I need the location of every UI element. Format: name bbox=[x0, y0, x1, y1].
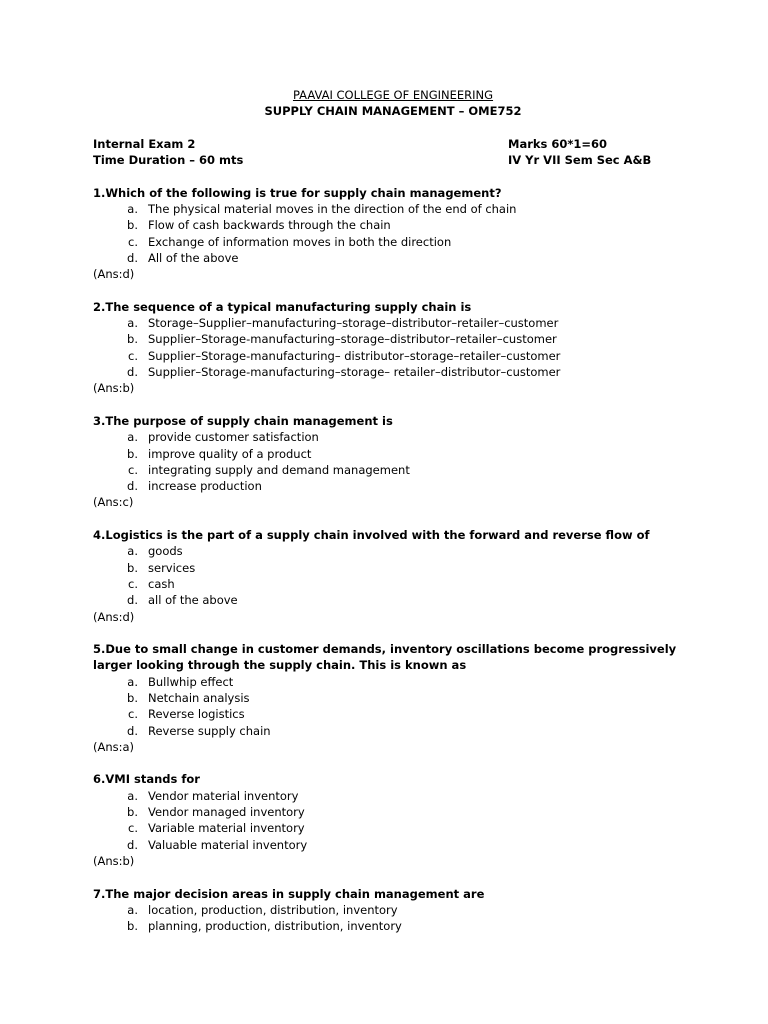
option-row bbox=[93, 820, 693, 836]
answer-key: (Ans:c) bbox=[93, 495, 134, 510]
spacer bbox=[93, 511, 693, 527]
option-letter: c. bbox=[128, 462, 138, 477]
option-text: All of the above bbox=[148, 250, 239, 265]
option-row bbox=[93, 348, 693, 364]
option-row bbox=[93, 462, 693, 478]
option-row bbox=[93, 788, 693, 804]
answer-key: (Ans:a) bbox=[93, 739, 135, 754]
option-letter: c. bbox=[128, 234, 138, 249]
question-text: 6.VMI stands for bbox=[93, 772, 200, 787]
spacer bbox=[93, 120, 693, 136]
spacer bbox=[93, 755, 693, 771]
question-text: 7.The major decision areas in supply chain management are bbox=[93, 886, 485, 901]
option-text: Netchain analysis bbox=[148, 690, 250, 705]
answer-key: (Ans:b) bbox=[93, 381, 135, 396]
question-block bbox=[93, 886, 693, 935]
spacer bbox=[93, 397, 693, 413]
option-row bbox=[93, 706, 693, 722]
option-letter: b. bbox=[127, 919, 138, 934]
option-letter: a. bbox=[127, 674, 138, 689]
option-text: Flow of cash backwards through the chain bbox=[148, 218, 391, 233]
option-row bbox=[93, 315, 693, 331]
option-letter: c. bbox=[128, 821, 138, 836]
question-block bbox=[93, 299, 693, 397]
option-row bbox=[93, 543, 693, 559]
option-row bbox=[93, 429, 693, 445]
option-row bbox=[93, 804, 693, 820]
option-row bbox=[93, 217, 693, 233]
exam-meta-row-1 bbox=[93, 136, 693, 152]
option-text: Storage–Supplier–manufacturing–storage–distributor–retailer–customer bbox=[148, 316, 559, 331]
option-text: Supplier–Storage-manufacturing– distributor–storage–retailer–customer bbox=[148, 348, 561, 363]
option-row bbox=[93, 837, 693, 853]
option-row bbox=[93, 576, 693, 592]
option-row bbox=[93, 364, 693, 380]
question-block bbox=[93, 185, 693, 283]
option-text: all of the above bbox=[148, 593, 238, 608]
question-text: 4.Logistics is the part of a supply chain involved with the forward and reverse flow of bbox=[93, 528, 650, 543]
option-text: Reverse logistics bbox=[148, 707, 245, 722]
spacer bbox=[93, 869, 693, 885]
answer-key: (Ans:d) bbox=[93, 267, 135, 282]
option-text: Vendor material inventory bbox=[148, 788, 299, 803]
option-text: provide customer satisfaction bbox=[148, 430, 319, 445]
option-row bbox=[93, 690, 693, 706]
option-letter: d. bbox=[127, 837, 138, 852]
option-text: Variable material inventory bbox=[148, 821, 305, 836]
option-row bbox=[93, 250, 693, 266]
subject-title: SUPPLY CHAIN MANAGEMENT – OME752 bbox=[264, 104, 522, 119]
question-block bbox=[93, 527, 693, 625]
option-letter: a. bbox=[127, 202, 138, 217]
option-text: planning, production, distribution, inventory bbox=[148, 919, 402, 934]
question-block bbox=[93, 771, 693, 869]
answer-key: (Ans:b) bbox=[93, 853, 135, 868]
option-letter: a. bbox=[127, 902, 138, 917]
option-text: The physical material moves in the direction of the end of chain bbox=[148, 202, 517, 217]
option-letter: d. bbox=[127, 479, 138, 494]
option-text: services bbox=[148, 560, 196, 575]
option-letter: b. bbox=[127, 690, 138, 705]
duration: Time Duration – 60 mts bbox=[93, 153, 244, 168]
option-text: Exchange of information moves in both the direction bbox=[148, 234, 452, 249]
marks: Marks 60*1=60 bbox=[508, 136, 608, 151]
option-text: increase production bbox=[148, 479, 262, 494]
option-text: improve quality of a product bbox=[148, 446, 312, 461]
option-row bbox=[93, 723, 693, 739]
spacer bbox=[93, 168, 693, 184]
option-row bbox=[93, 201, 693, 217]
spacer bbox=[93, 283, 693, 299]
option-text: Reverse supply chain bbox=[148, 723, 271, 738]
option-row bbox=[93, 446, 693, 462]
option-letter: d. bbox=[127, 365, 138, 380]
option-row bbox=[93, 331, 693, 347]
option-text: Vendor managed inventory bbox=[148, 805, 305, 820]
question-block bbox=[93, 413, 693, 511]
option-letter: c. bbox=[128, 707, 138, 722]
option-letter: b. bbox=[127, 560, 138, 575]
exam-name: Internal Exam 2 bbox=[93, 136, 196, 151]
option-row bbox=[93, 592, 693, 608]
option-letter: a. bbox=[127, 788, 138, 803]
option-row bbox=[93, 918, 693, 934]
option-letter: b. bbox=[127, 218, 138, 233]
option-letter: d. bbox=[127, 593, 138, 608]
option-text: location, production, distribution, inventory bbox=[148, 902, 398, 917]
question-text: 2.The sequence of a typical manufacturing supply chain is bbox=[93, 299, 472, 314]
option-text: integrating supply and demand management bbox=[148, 462, 410, 477]
option-text: Valuable material inventory bbox=[148, 837, 308, 852]
answer-key: (Ans:d) bbox=[93, 609, 135, 624]
question-text: 1.Which of the following is true for supply chain management? bbox=[93, 185, 502, 200]
option-letter: b. bbox=[127, 805, 138, 820]
option-row bbox=[93, 902, 693, 918]
class-info: IV Yr VII Sem Sec A&B bbox=[508, 153, 652, 168]
option-text: goods bbox=[148, 544, 183, 559]
option-letter: d. bbox=[127, 723, 138, 738]
option-letter: b. bbox=[127, 446, 138, 461]
option-letter: c. bbox=[128, 576, 138, 591]
spacer bbox=[93, 625, 693, 641]
option-text: Supplier–Storage-manufacturing–storage–distributor–retailer–customer bbox=[148, 332, 557, 347]
option-row bbox=[93, 478, 693, 494]
exam-page bbox=[93, 87, 693, 934]
college-title: PAAVAI COLLEGE OF ENGINEERING bbox=[292, 88, 494, 102]
option-letter: a. bbox=[127, 544, 138, 559]
option-letter: c. bbox=[128, 348, 138, 363]
exam-meta-row-2 bbox=[93, 152, 693, 168]
question-list bbox=[93, 185, 693, 935]
question-block bbox=[93, 641, 693, 755]
option-letter: b. bbox=[127, 332, 138, 347]
question-text: 3.The purpose of supply chain management is bbox=[93, 413, 393, 428]
option-letter: a. bbox=[127, 430, 138, 445]
college-name bbox=[93, 87, 693, 103]
question-text: 5.Due to small change in customer demands, inventory oscillations become progressively larger looking through the supply chain. This is known as bbox=[93, 642, 677, 673]
option-text: cash bbox=[148, 576, 175, 591]
option-row bbox=[93, 674, 693, 690]
option-letter: a. bbox=[127, 316, 138, 331]
option-row bbox=[93, 234, 693, 250]
option-row bbox=[93, 560, 693, 576]
option-text: Supplier–Storage-manufacturing–storage– retailer–distributor–customer bbox=[148, 365, 561, 380]
option-letter: d. bbox=[127, 250, 138, 265]
option-text: Bullwhip effect bbox=[148, 674, 234, 689]
